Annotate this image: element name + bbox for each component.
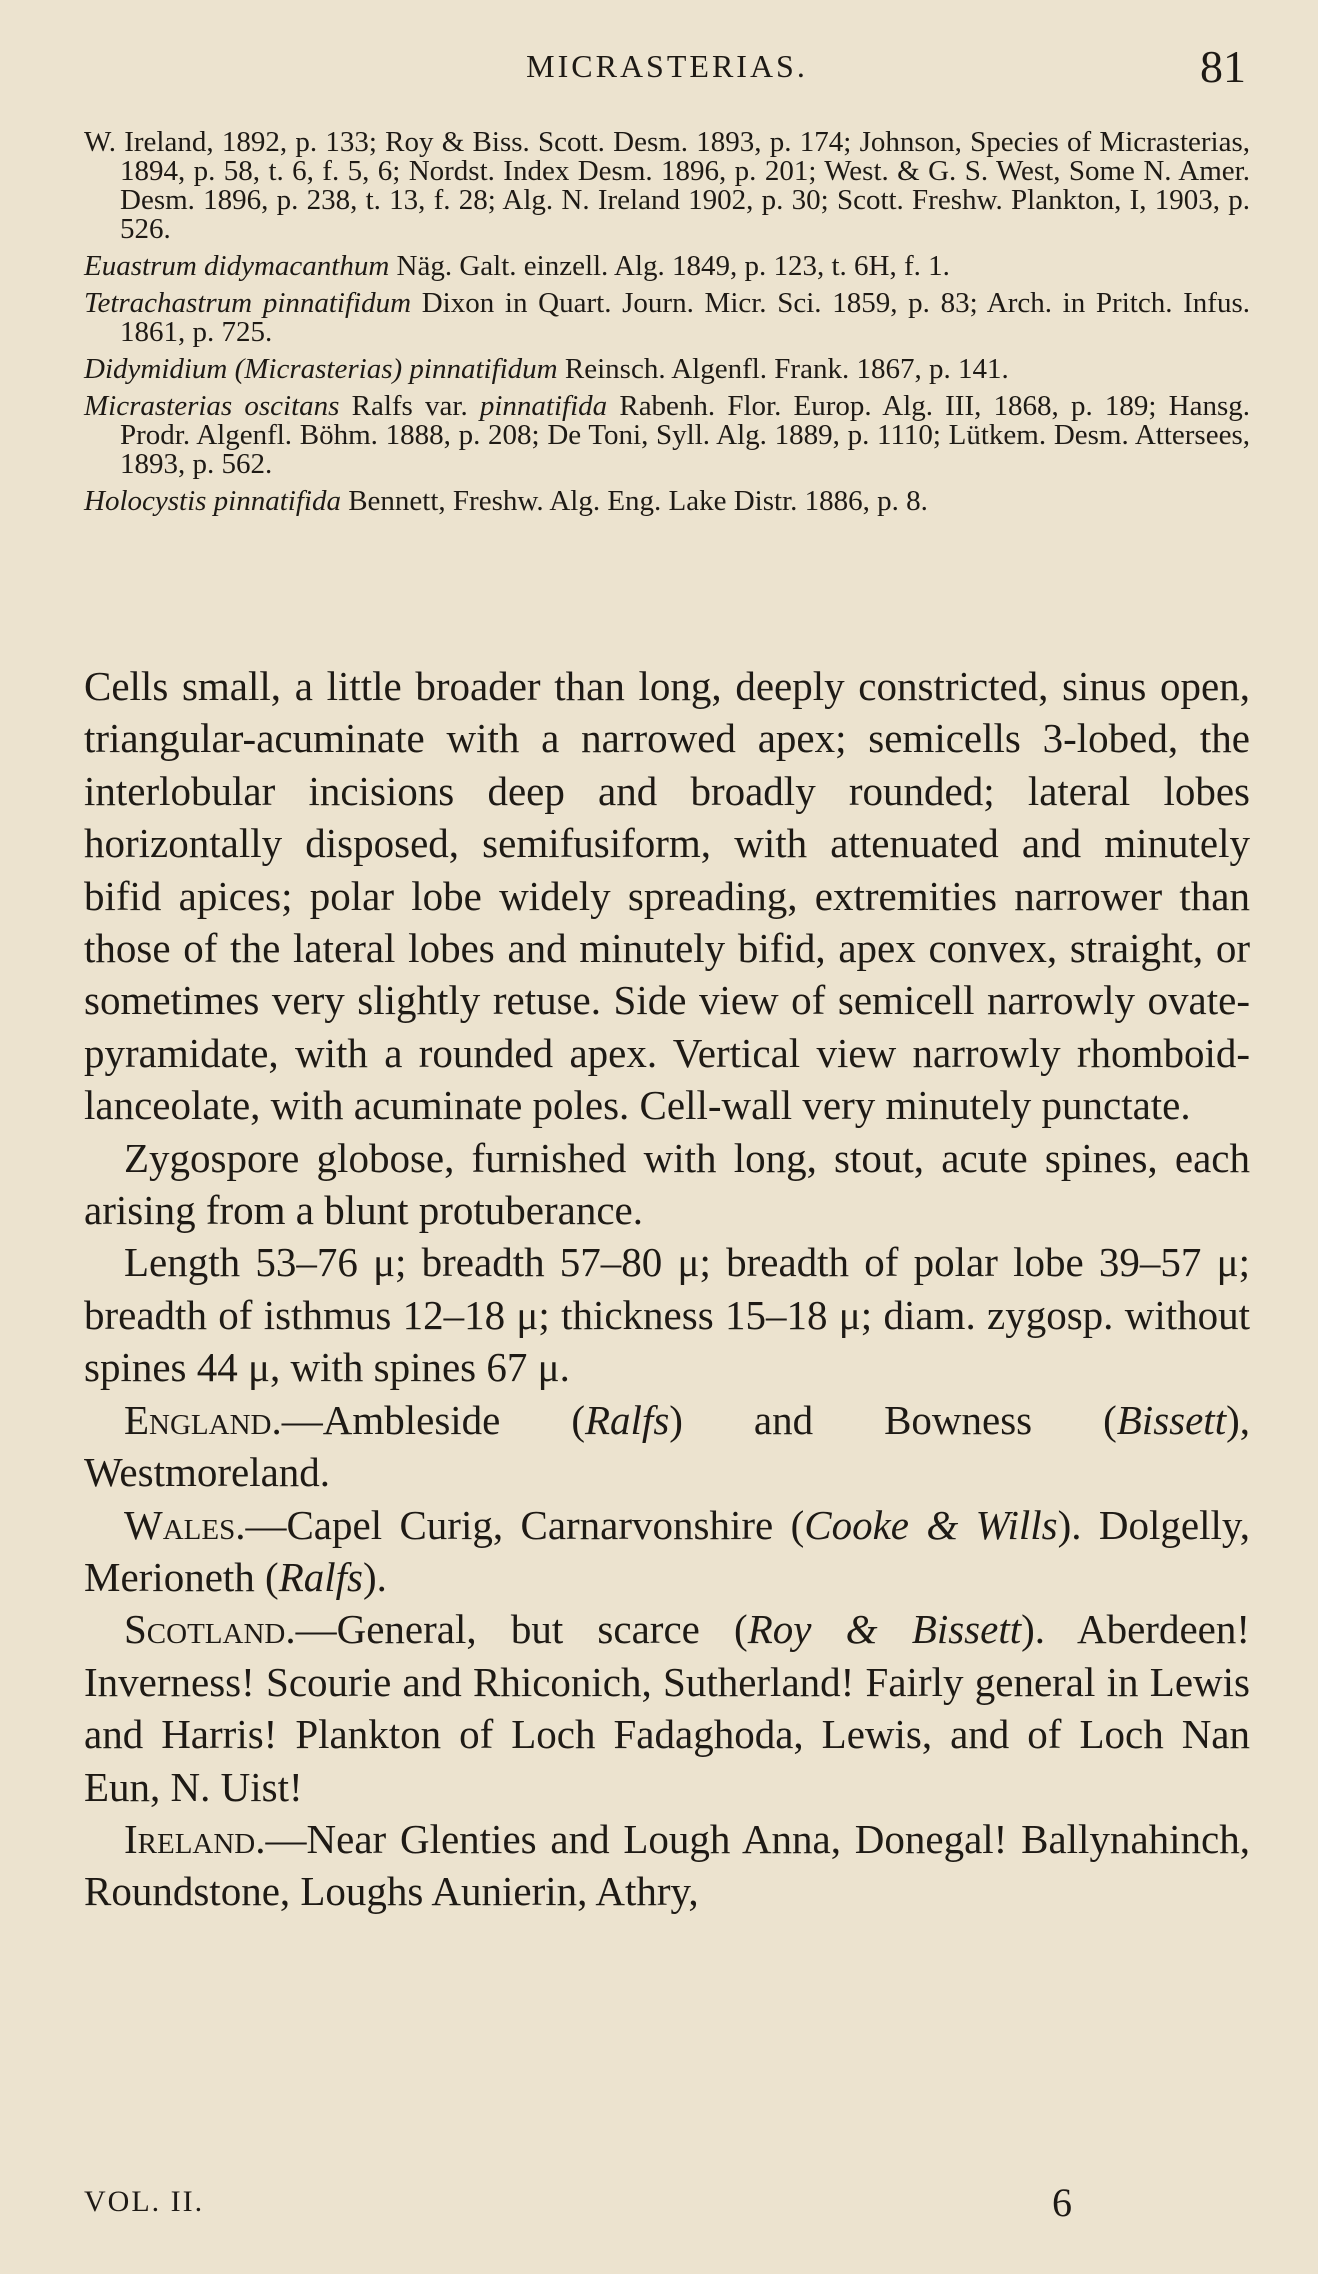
locality-label: Wales. — [124, 1501, 246, 1548]
reference-text: Rabenh. Flor. Europ. Alg. III, 1868, p. 189; Hansg. Prodr. Algenfl. Böhm. 1888, p. 208; De Toni, Syll. Alg. 1889, p. 1110; Lütkem. Desm. Attersees, 1893, p. 562. — [120, 390, 1250, 480]
reference-entry — [84, 289, 1250, 347]
reference-entry — [84, 487, 1250, 516]
zygospore-paragraph: Zygospore globose, furnished with long, stout, acute spines, each arising from a blunt protuberance. — [84, 1134, 1250, 1234]
locality-wales — [84, 1499, 1250, 1604]
synonymy-references — [84, 128, 1250, 524]
locality-label: England. — [124, 1396, 282, 1443]
reference-entry — [84, 128, 1250, 244]
measurements-paragraph: Length 53–76 μ; breadth 57–80 μ; breadth of polar lobe 39–57 μ; breadth of isthmus 12–18 μ; thickness 15–18 μ; diam. zygosp. without spines 44 μ, with spines 67 μ. — [84, 1239, 1250, 1391]
collector-name: Ralfs — [278, 1553, 363, 1600]
locality-text: —General, but scarce ( — [295, 1606, 748, 1653]
reference-text: Bennett, Freshw. Alg. Eng. Lake Distr. 1886, p. 8. — [340, 485, 928, 517]
locality-text: —Capel Curig, Carnarvonshire ( — [245, 1501, 805, 1548]
reference-text: Reinsch. Algenfl. Frank. 1867, p. 141. — [557, 353, 1009, 385]
collector-name: Roy & Bissett — [747, 1606, 1022, 1653]
species-description — [84, 660, 1250, 1918]
volume-label: VOL. II. — [84, 2185, 205, 2218]
page-footer — [84, 2180, 1250, 2245]
locality-england — [84, 1394, 1250, 1499]
locality-text: ). Dolgelly, Merioneth ( — [84, 1501, 1250, 1600]
reference-entry — [84, 355, 1250, 384]
synonym-name: Euastrum didymacanthum — [84, 250, 390, 282]
reference-text: W. Ireland, 1892, p. 133; Roy & Biss. Scott. Desm. 1893, p. 174; Johnson, Species of Micrasterias, 1894, p. 58, t. 6, f. 5, 6; Nordst. Index Desm. 1896, p. 201; West. & G. S. West, Some N. Amer. Desm. 1896, p. 238, t. 13, f. 28; Alg. N. Ireland 1902, p. 30; Scott. Freshw. Plankton, I, 1903, p. 526. — [84, 126, 1250, 245]
synonym-name: Micrasterias oscitans — [84, 390, 340, 422]
locality-text: ). Aberdeen! Inverness! Scourie and Rhiconich, Sutherland! Fairly general in Lewis and Harris! Plankton of Loch Fadaghoda, Lewis, and of Loch Nan Eun, N. Uist! — [84, 1606, 1250, 1810]
variety-name: pinnatifida — [479, 390, 608, 422]
synonym-name: Tetrachastrum pinnatifidum — [84, 287, 412, 319]
locality-text: ). — [363, 1553, 387, 1600]
reference-entry — [84, 392, 1250, 479]
locality-text: ) and Bowness ( — [669, 1396, 1117, 1443]
reference-text: Ralfs var. — [339, 390, 480, 422]
synonym-name: Didymidium (Micrasterias) pinnatifidum — [84, 353, 558, 385]
collector-name: Cooke & Wills — [804, 1501, 1058, 1548]
locality-ireland — [84, 1813, 1250, 1918]
locality-label: Scotland. — [124, 1606, 296, 1653]
locality-label: Ireland. — [124, 1815, 266, 1862]
reference-text: Dixon in Quart. Journ. Micr. Sci. 1859, p. 83; Arch. in Pritch. Infus. 1861, p. 725. — [120, 287, 1250, 348]
locality-text: ), Westmoreland. — [84, 1396, 1250, 1496]
description-paragraph: Cells small, a little broader than long, deeply constricted, sinus open, triangular-acuminate with a narrowed apex; semicells 3-lobed, the interlobular incisions deep and broadly rounded; lateral lobes horizontally disposed, semifusiform, with attenuated and minutely bifid apices; polar lobe widely spreading, extremities narrower than those of the lateral lobes and minutely bifid, apex convex, straight, or sometimes very slightly retuse. Side view of semicell narrowly ovate-pyramidate, with a rounded apex. Vertical view narrowly rhomboid-lanceolate, with acuminate poles. Cell-wall very minutely punctate. — [84, 663, 1250, 1129]
reference-entry — [84, 252, 1250, 281]
locality-text: —Ambleside ( — [281, 1396, 585, 1443]
locality-text: —Near Glenties and Lough Anna, Donegal! Ballynahinch, Roundstone, Loughs Aunierin, Athry, — [84, 1815, 1250, 1915]
locality-scotland — [84, 1603, 1250, 1813]
collector-name: Bissett — [1116, 1396, 1227, 1443]
page-number: 81 — [1200, 41, 1246, 92]
reference-text: Näg. Galt. einzell. Alg. 1849, p. 123, t. 6H, f. 1. — [389, 250, 950, 282]
running-head — [84, 40, 1250, 100]
running-title: MICRASTERIAS. — [526, 48, 808, 84]
synonym-name: Holocystis pinnatifida — [84, 485, 341, 517]
signature-mark: 6 — [1052, 2180, 1072, 2225]
collector-name: Ralfs — [585, 1396, 670, 1443]
